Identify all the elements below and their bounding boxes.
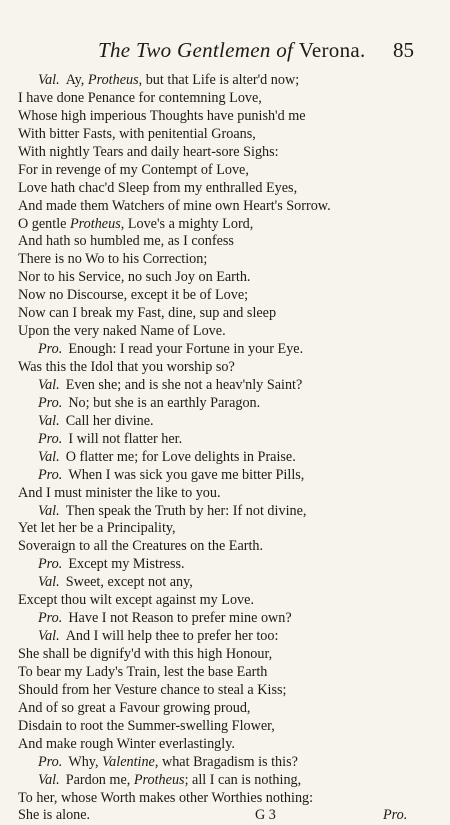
speaker-prefix: Val. bbox=[38, 412, 60, 429]
text-line bbox=[0, 126, 450, 144]
line-text: She is alone. bbox=[18, 807, 91, 824]
text-line bbox=[0, 574, 450, 592]
page-number: 85 bbox=[393, 38, 414, 62]
line-text: Yet let her be a Principality, bbox=[18, 520, 176, 537]
italic-name: Protheus bbox=[133, 771, 185, 788]
speaker-prefix: Pro. bbox=[38, 556, 63, 573]
running-head-roman: Verona. bbox=[298, 38, 366, 62]
text-line bbox=[0, 377, 450, 395]
text-line bbox=[0, 718, 450, 736]
speaker-prefix: Val. bbox=[38, 72, 60, 88]
line-text: To bear my Lady's Train, lest the base Earth bbox=[18, 663, 268, 680]
text-line bbox=[0, 628, 450, 646]
line-text: I have done Penance for contemning Love, bbox=[18, 89, 262, 106]
line-text: O gentle bbox=[18, 215, 71, 232]
text-line bbox=[0, 180, 450, 198]
speaker-prefix: Pro. bbox=[38, 394, 63, 411]
speaker-prefix: Pro. bbox=[38, 753, 63, 770]
text-line bbox=[0, 449, 450, 467]
text-line bbox=[0, 682, 450, 700]
speaker-prefix: Val. bbox=[38, 502, 60, 519]
text-line bbox=[0, 108, 450, 126]
text-line bbox=[0, 520, 450, 538]
speaker-prefix: Val. bbox=[38, 574, 60, 591]
line-text: Pardon me, bbox=[65, 771, 134, 788]
play-text bbox=[0, 72, 450, 825]
line-text: No; but she is an earthly Paragon. bbox=[68, 394, 261, 411]
line-text: Then speak the Truth by her: If not divine, bbox=[65, 502, 307, 519]
text-line bbox=[0, 538, 450, 556]
line-text: Enough: I read your Fortune in your Eye. bbox=[68, 341, 304, 358]
text-line bbox=[0, 610, 450, 628]
text-line bbox=[0, 323, 450, 341]
line-text: , but that Life is alter'd now; bbox=[138, 72, 300, 88]
text-line bbox=[0, 772, 450, 790]
speaker-prefix: Pro. bbox=[38, 466, 63, 483]
line-text: Now can I break my Fast, dine, sup and sleep bbox=[18, 305, 277, 322]
line-text: , Love's a mighty Lord, bbox=[120, 215, 254, 232]
line-text: Love hath chac'd Sleep from my enthralled Eyes, bbox=[18, 179, 298, 196]
line-text: And of so great a Favour growing proud, bbox=[18, 699, 251, 716]
text-line bbox=[0, 359, 450, 377]
running-head bbox=[98, 38, 366, 63]
speaker-prefix: Val. bbox=[38, 376, 60, 393]
speaker-prefix: Pro. bbox=[38, 341, 63, 358]
line-text: With bitter Fasts, with penitential Groans, bbox=[18, 125, 256, 142]
signature-mark: G 3 bbox=[255, 807, 276, 824]
text-line bbox=[0, 503, 450, 521]
text-line bbox=[0, 646, 450, 664]
text-line bbox=[0, 700, 450, 718]
speaker-prefix: Pro. bbox=[38, 610, 63, 627]
text-line bbox=[0, 431, 450, 449]
text-line bbox=[0, 556, 450, 574]
line-text: Now no Discourse, except it be of Love; bbox=[18, 287, 249, 304]
line-text: And I will help thee to prefer her too: bbox=[65, 628, 279, 645]
line-text: Have I not Reason to prefer mine own? bbox=[68, 610, 292, 627]
line-text: Nor to his Service, no such Joy on Earth. bbox=[18, 269, 251, 286]
text-line bbox=[0, 341, 450, 359]
text-line bbox=[0, 413, 450, 431]
text-line bbox=[0, 485, 450, 503]
text-line bbox=[0, 467, 450, 485]
line-text: Except my Mistress. bbox=[68, 556, 185, 573]
italic-name: Protheus bbox=[87, 72, 139, 88]
speaker-prefix: Val. bbox=[38, 771, 60, 788]
line-text: Whose high imperious Thoughts have punish'd me bbox=[18, 107, 306, 124]
text-line bbox=[0, 144, 450, 162]
line-text: Sweet, except not any, bbox=[65, 574, 193, 591]
italic-name: Valentine bbox=[102, 753, 155, 770]
text-line bbox=[0, 592, 450, 610]
line-text: Disdain to root the Summer-swelling Flower, bbox=[18, 717, 275, 734]
catchword: Pro. bbox=[383, 807, 408, 824]
line-text: , what Bragadism is this? bbox=[154, 753, 298, 770]
line-text: For in revenge of my Contempt of Love, bbox=[18, 161, 249, 178]
line-text: I will not flatter her. bbox=[68, 430, 183, 447]
speaker-prefix: Val. bbox=[38, 628, 60, 645]
text-line bbox=[0, 395, 450, 413]
line-text: Except thou wilt except against my Love. bbox=[18, 592, 254, 609]
line-text: To her, whose Worth makes other Worthies nothing: bbox=[18, 789, 314, 806]
line-text: Soveraign to all the Creatures on the Earth. bbox=[18, 538, 264, 555]
text-line bbox=[0, 305, 450, 323]
line-text: And I must minister the like to you. bbox=[18, 484, 221, 501]
line-text: Ay, bbox=[65, 72, 88, 88]
line-text: And hath so humbled me, as I confess bbox=[18, 233, 234, 250]
line-text: Call her divine. bbox=[65, 412, 154, 429]
speaker-prefix: Pro. bbox=[38, 430, 63, 447]
text-line bbox=[0, 287, 450, 305]
line-text: Upon the very naked Name of Love. bbox=[18, 323, 226, 340]
line-text: And made them Watchers of mine own Heart's Sorrow. bbox=[18, 197, 331, 214]
text-line bbox=[0, 216, 450, 234]
text-line bbox=[0, 269, 450, 287]
text-line bbox=[0, 162, 450, 180]
line-text: There is no Wo to his Correction; bbox=[18, 251, 208, 268]
running-head-italic: The Two Gentlemen of bbox=[98, 38, 294, 62]
text-line bbox=[0, 736, 450, 754]
line-text: O flatter me; for Love delights in Praise. bbox=[65, 448, 296, 465]
text-line bbox=[0, 664, 450, 682]
line-text: Was this the Idol that you worship so? bbox=[18, 359, 235, 375]
line-text: With nightly Tears and daily heart-sore Sighs: bbox=[18, 143, 279, 160]
text-line bbox=[0, 233, 450, 251]
text-line bbox=[0, 754, 450, 772]
text-line bbox=[0, 251, 450, 269]
line-text: She shall be dignify'd with this high Honour, bbox=[18, 646, 273, 662]
line-text: Should from her Vesture chance to steal a Kiss; bbox=[18, 681, 287, 698]
line-text: ; all I can is nothing, bbox=[184, 771, 302, 788]
text-line bbox=[0, 90, 450, 108]
text-line bbox=[0, 198, 450, 216]
line-text: And make rough Winter everlastingly. bbox=[18, 735, 235, 752]
line-text: Even she; and is she not a heav'nly Saint? bbox=[65, 376, 303, 393]
text-line bbox=[0, 72, 450, 90]
speaker-prefix: Val. bbox=[38, 448, 60, 465]
text-line bbox=[0, 807, 450, 825]
italic-name: Protheus bbox=[70, 215, 121, 232]
line-text: When I was sick you gave me bitter Pills, bbox=[68, 466, 305, 483]
line-text: Why, bbox=[68, 753, 103, 770]
